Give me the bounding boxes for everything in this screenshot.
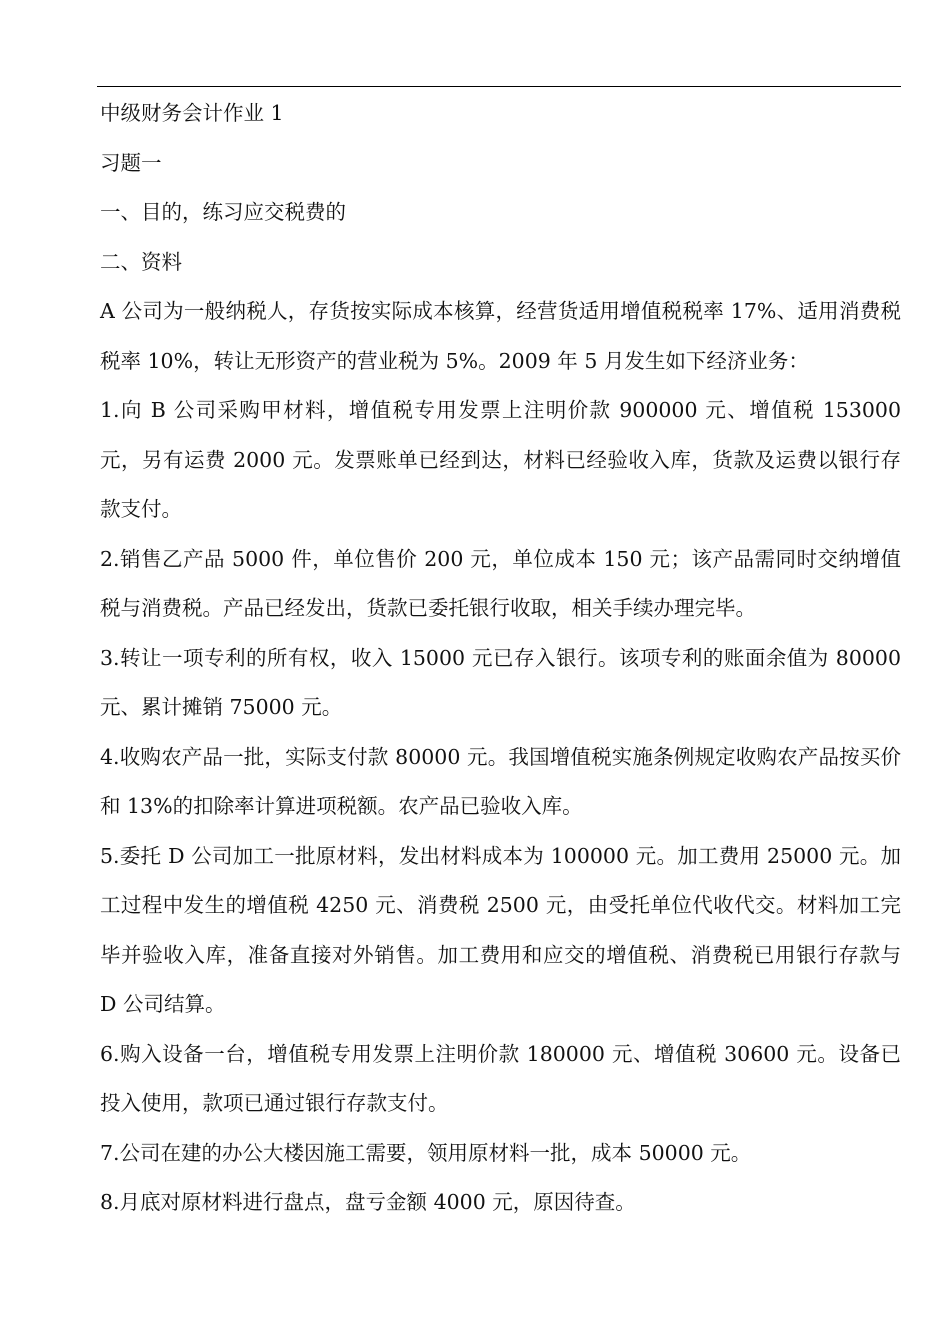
document-title: 中级财务会计作业 1 <box>100 101 284 125</box>
document-body <box>100 89 901 1228</box>
business-item-6: 6.购入设备一台，增值税专用发票上注明价款 180000 元、增值税 30600 元。设备已投入使用，款项已通过银行存款支付。 <box>100 1041 901 1115</box>
purpose-line: 一、目的，练习应交税费的 <box>100 200 346 224</box>
business-item-2: 2.销售乙产品 5000 件，单位售价 200 元，单位成本 150 元；该产品需同时交纳增值税与消费税。产品已经发出，货款已委托银行收取，相关手续办理完毕。 <box>100 546 901 620</box>
intro-paragraph: A 公司为一般纳税人，存货按实际成本核算，经营货适用增值税税率 17%、适用消费税税率 10%，转让无形资产的营业税为 5%。2009 年 5 月发生如下经济业务： <box>100 299 901 373</box>
exercise-heading: 习题一 <box>100 150 162 175</box>
business-item-4: 4.收购农产品一批，实际支付款 80000 元。我国增值税实施条例规定收购农产品按买价和 13%的扣除率计算进项税额。农产品已验收入库。 <box>100 744 901 818</box>
business-item-8: 8.月底对原材料进行盘点，盘亏金额 4000 元，原因待查。 <box>100 1190 636 1214</box>
business-item-3: 3.转让一项专利的所有权，收入 15000 元已存入银行。该项专利的账面余值为 80000 元、累计摊销 75000 元。 <box>100 645 901 719</box>
business-item-1: 1.向 B 公司采购甲材料，增值税专用发票上注明价款 900000 元、增值税 153000 元，另有运费 2000 元。发票账单已经到达，材料已经验收入库，货款及运费以银行存款支付。 <box>100 398 901 521</box>
business-item-5: 5.委托 D 公司加工一批原材料，发出材料成本为 100000 元。加工费用 25000 元。加工过程中发生的增值税 4250 元、消费税 2500 元，由受托单位代收代交。材料加工完毕并验收入库，准备直接对外销售。加工费用和应交的增值税、消费税已用银行存款与 D 公司结算。 <box>100 843 901 1016</box>
materials-heading: 二、资料 <box>100 249 182 274</box>
header-rule <box>97 86 901 87</box>
business-item-7: 7.公司在建的办公大楼因施工需要，领用原材料一批，成本 50000 元。 <box>100 1140 752 1165</box>
